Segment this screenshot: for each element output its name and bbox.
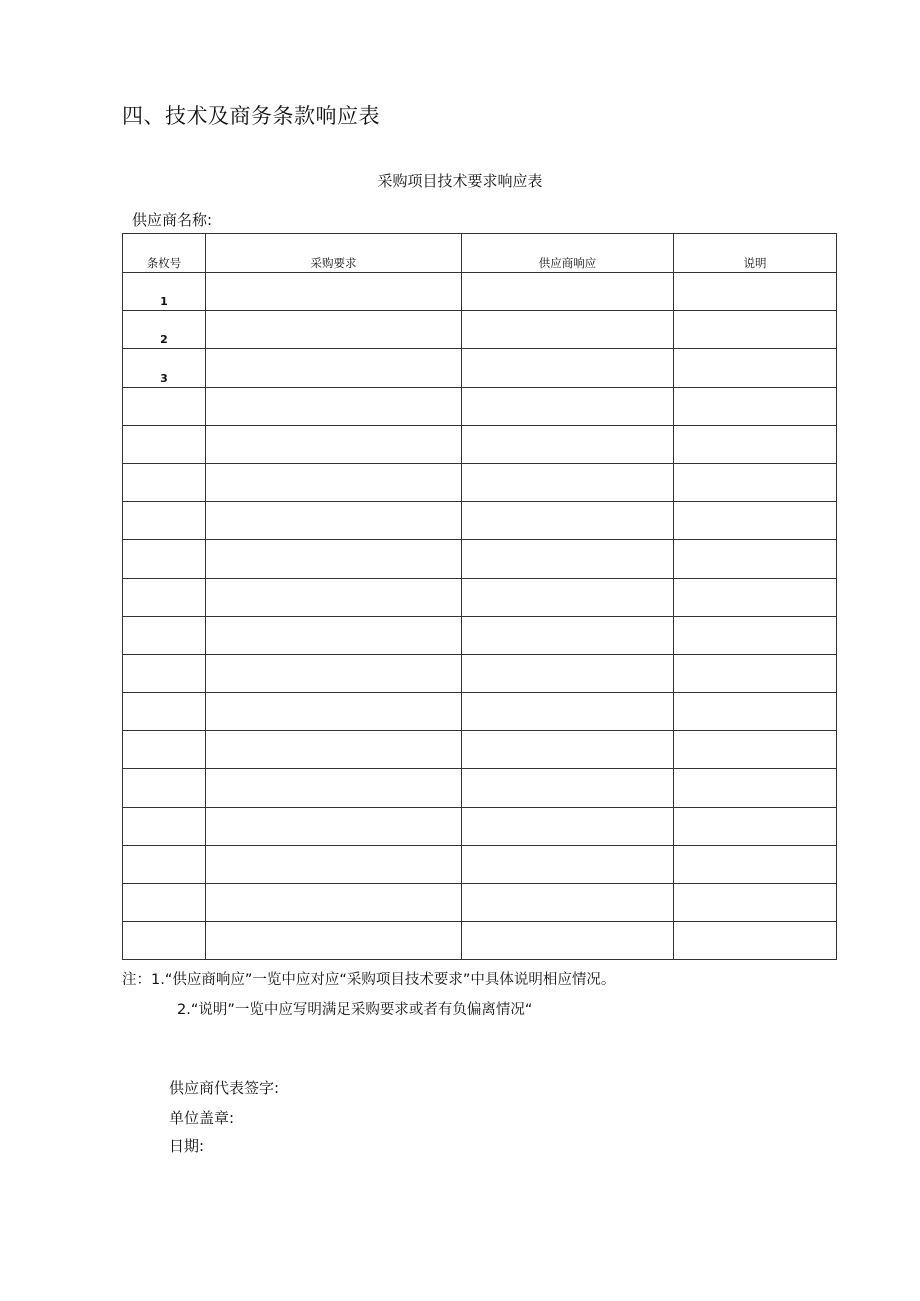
cell-remarks[interactable] — [674, 387, 837, 425]
cell-supplier-response[interactable] — [462, 693, 674, 731]
representative-signature-label: 供应商代表签字: — [169, 1079, 280, 1097]
cell-item-number[interactable] — [123, 693, 206, 731]
cell-procurement-requirement[interactable] — [206, 502, 462, 540]
cell-item-number[interactable]: 1 — [123, 273, 206, 311]
supplier-name-label: 供应商名称: — [132, 211, 213, 229]
table-row — [123, 273, 837, 311]
cell-remarks[interactable] — [674, 273, 837, 311]
cell-item-number[interactable]: 2 — [123, 311, 206, 349]
cell-supplier-response[interactable] — [462, 502, 674, 540]
cell-supplier-response[interactable] — [462, 845, 674, 883]
table-row — [123, 463, 837, 501]
table-row — [123, 578, 837, 616]
cell-item-number[interactable] — [123, 616, 206, 654]
table-row — [123, 502, 837, 540]
cell-procurement-requirement[interactable] — [206, 616, 462, 654]
table-row — [123, 807, 837, 845]
cell-item-number[interactable] — [123, 463, 206, 501]
cell-procurement-requirement[interactable] — [206, 654, 462, 692]
table-row — [123, 311, 837, 349]
cell-remarks[interactable] — [674, 502, 837, 540]
cell-item-number[interactable] — [123, 884, 206, 922]
table-row — [123, 540, 837, 578]
cell-remarks[interactable] — [674, 578, 837, 616]
cell-procurement-requirement[interactable] — [206, 387, 462, 425]
cell-remarks[interactable] — [674, 311, 837, 349]
cell-item-number[interactable]: 3 — [123, 349, 206, 387]
section-heading: 四、技术及商务条款响应表 — [122, 104, 380, 128]
table-row — [123, 693, 837, 731]
note-line-2: 2.“说明”一览中应写明满足采购要求或者有负偏离情况“ — [177, 1002, 533, 1018]
cell-item-number[interactable] — [123, 845, 206, 883]
cell-remarks[interactable] — [674, 884, 837, 922]
cell-item-number[interactable] — [123, 769, 206, 807]
cell-procurement-requirement[interactable] — [206, 922, 462, 960]
table-row — [123, 845, 837, 883]
table-row — [123, 884, 837, 922]
cell-item-number[interactable] — [123, 387, 206, 425]
table-header-row — [123, 234, 837, 273]
cell-remarks[interactable] — [674, 807, 837, 845]
table-title: 采购项目技术要求响应表 — [377, 172, 543, 190]
cell-remarks[interactable] — [674, 731, 837, 769]
cell-supplier-response[interactable] — [462, 540, 674, 578]
cell-procurement-requirement[interactable] — [206, 463, 462, 501]
cell-supplier-response[interactable] — [462, 578, 674, 616]
signature-block — [169, 1073, 279, 1161]
cell-procurement-requirement[interactable] — [206, 540, 462, 578]
cell-supplier-response[interactable] — [462, 731, 674, 769]
cell-item-number[interactable] — [123, 654, 206, 692]
header-remarks: 说明 — [674, 234, 837, 273]
cell-supplier-response[interactable] — [462, 769, 674, 807]
cell-item-number[interactable] — [123, 922, 206, 960]
cell-procurement-requirement[interactable] — [206, 349, 462, 387]
cell-supplier-response[interactable] — [462, 884, 674, 922]
cell-supplier-response[interactable] — [462, 311, 674, 349]
table-row — [123, 387, 837, 425]
cell-procurement-requirement[interactable] — [206, 845, 462, 883]
table-body — [123, 273, 837, 960]
response-table — [122, 233, 837, 960]
cell-item-number[interactable] — [123, 578, 206, 616]
cell-remarks[interactable] — [674, 540, 837, 578]
cell-procurement-requirement[interactable] — [206, 731, 462, 769]
cell-item-number[interactable] — [123, 425, 206, 463]
cell-procurement-requirement[interactable] — [206, 425, 462, 463]
cell-supplier-response[interactable] — [462, 922, 674, 960]
date-label: 日期: — [169, 1137, 205, 1155]
cell-remarks[interactable] — [674, 769, 837, 807]
cell-procurement-requirement[interactable] — [206, 769, 462, 807]
cell-remarks[interactable] — [674, 654, 837, 692]
cell-procurement-requirement[interactable] — [206, 578, 462, 616]
cell-item-number[interactable] — [123, 540, 206, 578]
cell-item-number[interactable] — [123, 807, 206, 845]
cell-supplier-response[interactable] — [462, 425, 674, 463]
cell-supplier-response[interactable] — [462, 616, 674, 654]
cell-supplier-response[interactable] — [462, 387, 674, 425]
cell-procurement-requirement[interactable] — [206, 273, 462, 311]
cell-remarks[interactable] — [674, 349, 837, 387]
cell-procurement-requirement[interactable] — [206, 311, 462, 349]
cell-supplier-response[interactable] — [462, 654, 674, 692]
table-row — [123, 654, 837, 692]
cell-procurement-requirement[interactable] — [206, 884, 462, 922]
note-line-1: 注：1.“供应商响应”一览中应对应“采购项目技术要求”中具体说明相应情况。 — [122, 972, 616, 988]
cell-remarks[interactable] — [674, 845, 837, 883]
cell-supplier-response[interactable] — [462, 463, 674, 501]
table-row — [123, 922, 837, 960]
header-procurement-requirement: 采购要求 — [206, 234, 462, 273]
cell-remarks[interactable] — [674, 693, 837, 731]
header-supplier-response: 供应商响应 — [462, 234, 674, 273]
notes — [122, 965, 615, 1025]
cell-remarks[interactable] — [674, 922, 837, 960]
cell-supplier-response[interactable] — [462, 349, 674, 387]
cell-item-number[interactable] — [123, 502, 206, 540]
company-seal-label: 单位盖章: — [169, 1109, 235, 1127]
table-row — [123, 349, 837, 387]
cell-remarks[interactable] — [674, 425, 837, 463]
cell-supplier-response[interactable] — [462, 273, 674, 311]
cell-remarks[interactable] — [674, 616, 837, 654]
cell-item-number[interactable] — [123, 731, 206, 769]
cell-procurement-requirement[interactable] — [206, 807, 462, 845]
header-item-number: 条枚号 — [123, 234, 206, 273]
table-row — [123, 769, 837, 807]
table-row — [123, 425, 837, 463]
cell-procurement-requirement[interactable] — [206, 693, 462, 731]
cell-remarks[interactable] — [674, 463, 837, 501]
cell-supplier-response[interactable] — [462, 807, 674, 845]
table-row — [123, 616, 837, 654]
table-row — [123, 731, 837, 769]
